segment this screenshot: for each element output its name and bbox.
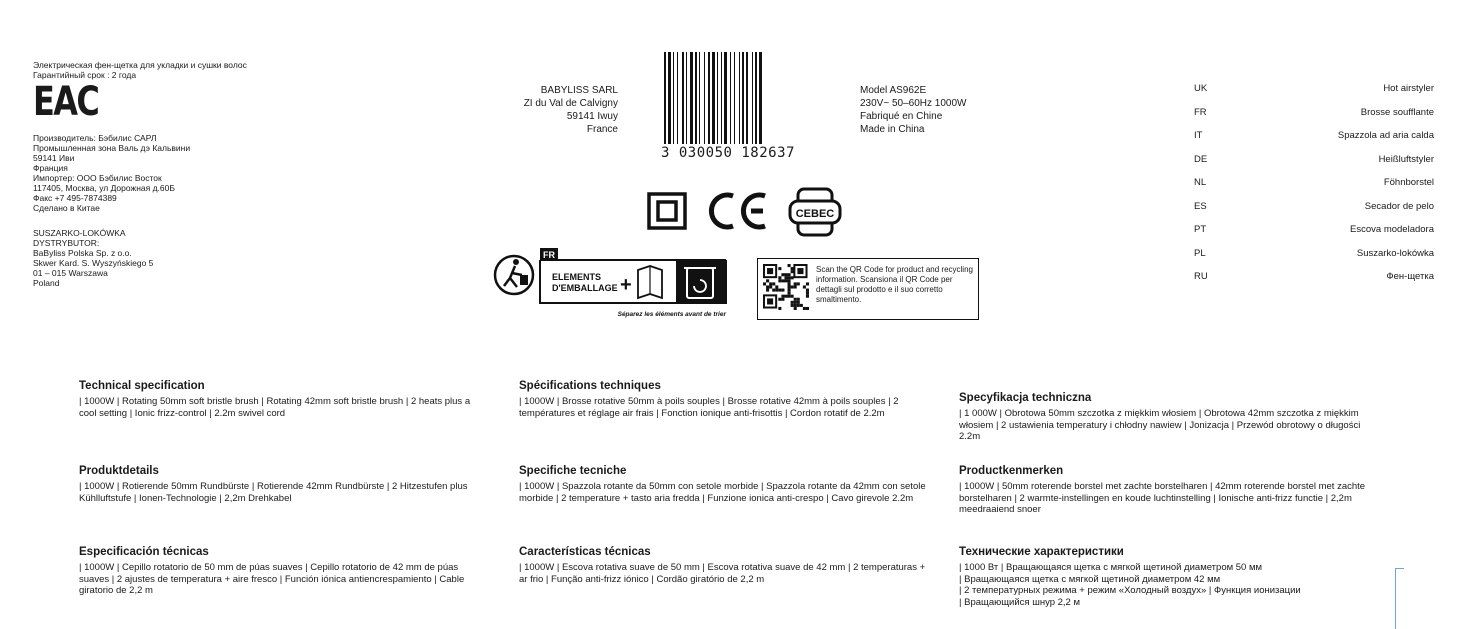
spec-text-line: | Вращающийся шнур 2,2 м (959, 596, 1081, 608)
language-code: PL (1194, 247, 1206, 259)
spec-title: Technical specification (79, 380, 205, 392)
language-code: UK (1194, 83, 1208, 94)
ru-importer-line: 117405, Москва, ул Дорожная д.60Б (33, 183, 175, 193)
spec-block-de (79, 465, 489, 504)
language-code: PT (1194, 224, 1207, 235)
language-row (1194, 224, 1434, 248)
spec-text-line: | 1000 Вт | Вращающаяся щетка с мягкой щетиной диаметром 50 мм (959, 562, 1263, 573)
language-code: RU (1194, 271, 1208, 282)
spec-title: Características técnicas (519, 546, 651, 558)
model-line: Model AS962E (860, 85, 927, 96)
ru-warranty: Гарантийный срок : 2 года (33, 70, 137, 80)
language-row (1194, 271, 1434, 295)
elements-label: ELEMENTS (552, 272, 602, 282)
spec-text: | 1 000W | Obrotowa 50mm szczotka z miękkim włosiem | Obrotowa 42mm szczotka z miękkim włosiem | 2 ustawienia temperatury i chłodny nawiew | Jonizacja | Przewód obrotowy o długości 2.2m (959, 408, 1361, 442)
spec-title: Produktdetails (79, 465, 159, 477)
language-row (1194, 201, 1434, 225)
pl-distributor-line: Skwer Kard. S. Wyszyńskiego 5 (33, 258, 154, 268)
class-ii-double-square-icon (647, 192, 687, 230)
spec-block-pl (959, 392, 1369, 443)
language-product-name: Фен-щетка (1386, 271, 1434, 282)
ru-importer-line: Сделано в Китае (33, 203, 100, 213)
language-row (1194, 83, 1434, 107)
spec-block-es (79, 546, 489, 597)
ru-importer-line: Производитель: Бэбилис САРЛ (33, 133, 157, 143)
spec-title: Технические характеристики (959, 546, 1124, 558)
language-code: IT (1194, 130, 1203, 141)
language-code: FR (1194, 106, 1207, 118)
spec-text: | 1000W | Rotating 50mm soft bristle brush | Rotating 42mm soft bristle brush | 2 heats plus a cool setting | Ionic frizz-control | 2.2m swivel cord (79, 396, 471, 419)
language-code: DE (1194, 153, 1208, 165)
qr-instruction-text: Scan the QR Code for product and recycling information. Scansiona il QR Code per dettagli sul prodotto e il suo corretto smaltimento. (816, 265, 973, 304)
qr-info-box (757, 258, 979, 320)
manufacturer-address (498, 84, 618, 136)
spec-text-line: | 2 температурных режима + режим «Холодный воздух» | Функция ионизации (959, 585, 1301, 596)
spec-text: | 1000W | 50mm roterende borstel met zachte borstelharen | 42mm roterende borstel met zachte borstelharen | 2 warmte-instellingen en koude luchtinstelling | Ionische anti-frizz functie | 2,2m meedraaiend snoer (959, 481, 1366, 515)
cebec-mark-icon (788, 187, 842, 237)
triman-sorting-label (538, 246, 728, 321)
tidyman-recycle-icon (492, 253, 536, 297)
spec-title: Spécifications techniques (519, 380, 661, 392)
language-product-name: Heißluftstyler (1378, 153, 1434, 165)
spec-text: | 1000W | Rotierende 50mm Rundbürste | Rotierende 42mm Rundbürste | 2 Hitzestufen plus Kühlluftstufe | Ionen-Technologie | 2,2m Drehkabel (79, 481, 468, 504)
address-line: BABYLISS SARL (540, 85, 618, 96)
triman-note: Séparez les éléments avant de trier (617, 311, 726, 318)
language-row (1194, 177, 1434, 201)
pl-distributor-line: BaByliss Polska Sp. z o.o. (33, 248, 132, 258)
barcode-number: 3 030050 182637 (661, 145, 795, 161)
language-row (1194, 154, 1434, 178)
ru-importer-line: Промышленная зона Валь дэ Кальвини (33, 143, 191, 153)
ru-header (33, 60, 247, 80)
spec-block-nl (959, 465, 1369, 516)
language-product-name: Escova modeladora (1350, 224, 1434, 235)
spec-text: | 1000W | Escova rotativa suave de 50 mm | Escova rotativa suave de 42 mm | 2 temperaturas + ar frio | Função anti-frizz iónico | Cordão giratório de 2,2 m (519, 562, 926, 585)
spec-text: | 1000W | Spazzola rotante da 50mm con setole morbide | Spazzola rotante da 42mm con setole morbide | 2 temperature + tasto aria fredda | Funzione ionica anti-crespo | Cavo girevole 2.2m (519, 481, 926, 504)
address-line: France (586, 124, 618, 135)
spec-block-ru (959, 546, 1369, 608)
model-line: Fabriqué en Chine (860, 111, 943, 122)
ru-importer-line: Факс +7 495-7874389 (33, 193, 117, 203)
language-product-name: Brosse soufflante (1360, 106, 1434, 118)
pl-distributor-line: DYSTRYBUTOR: (33, 238, 100, 248)
address-line: 59141 Iwuy (566, 111, 618, 122)
pl-distributor-line: 01 – 015 Warszawa (33, 268, 108, 278)
language-product-name: Secador de pelo (1364, 200, 1434, 212)
ru-importer-line: Импортер: ООО Бэбилис Восток (33, 173, 162, 183)
spec-block-fr (519, 380, 929, 419)
spec-title: Productkenmerken (959, 465, 1064, 477)
language-product-name: Hot airstyler (1383, 83, 1434, 94)
spec-title: Specyfikacja techniczna (959, 392, 1092, 404)
language-product-name: Föhnborstel (1383, 177, 1434, 188)
fr-label: FR (543, 250, 555, 260)
language-product-name: Suszarko-lokówka (1356, 247, 1434, 259)
ru-importer-line: 59141 Иви (33, 153, 75, 163)
spec-text: | 1000W | Brosse rotative 50mm à poils souples | Brosse rotative 42mm à poils souples | 2 températures et réglage air frais | Fonction ionique anti-frisottis | Cordon rotatif de 2.2m (519, 396, 899, 419)
eac-mark: EAC (33, 79, 99, 125)
language-code: NL (1194, 177, 1207, 188)
language-code: ES (1194, 200, 1207, 212)
pl-distributor-line: SUSZARKO-LOKÓWKA (33, 228, 126, 238)
spec-text: | 1000W | Cepillo rotatorio de 50 mm de púas suaves | Cepillo rotatorio de 42 mm de púas suaves | 2 ajustes de temperatura + aire fresco | Función iónica antiencrespamiento | Cable giratorio de 2,2 m (79, 562, 465, 596)
cut-mark (1395, 568, 1404, 629)
pl-distributor-line: Poland (33, 278, 60, 288)
model-line: 230V~ 50–60Hz 1000W (860, 98, 967, 109)
barcode-image (662, 52, 802, 152)
language-product-name: Spazzola ad aria calda (1337, 130, 1434, 141)
language-row (1194, 107, 1434, 131)
language-row (1194, 248, 1434, 272)
svg-text:+: + (620, 274, 632, 296)
pl-distributor-block (33, 228, 153, 288)
cebec-label: CEBEC (795, 208, 835, 220)
spec-title: Especificación técnicas (79, 546, 209, 558)
spec-text-line: | Вращающаяся щетка с мягкой щетиной диаметром 42 мм (959, 573, 1221, 585)
qr-code-icon (763, 264, 809, 310)
spec-block-it (519, 465, 929, 504)
ru-importer-block (33, 133, 190, 213)
language-row (1194, 130, 1434, 154)
ru-product-title: Электрическая фен-щетка для укладки и сушки волос (33, 60, 247, 70)
model-line: Made in China (860, 124, 925, 135)
emballage-label: D'EMBALLAGE (552, 283, 618, 293)
language-name-table (1194, 83, 1434, 295)
ce-mark-icon (705, 190, 775, 232)
spec-block-pt (519, 546, 929, 585)
spec-block-en (79, 380, 489, 419)
address-line: ZI du Val de Calvigny (523, 98, 618, 109)
ru-importer-line: Франция (33, 163, 68, 173)
spec-title: Specifiche tecniche (519, 465, 627, 477)
model-info (860, 84, 966, 136)
